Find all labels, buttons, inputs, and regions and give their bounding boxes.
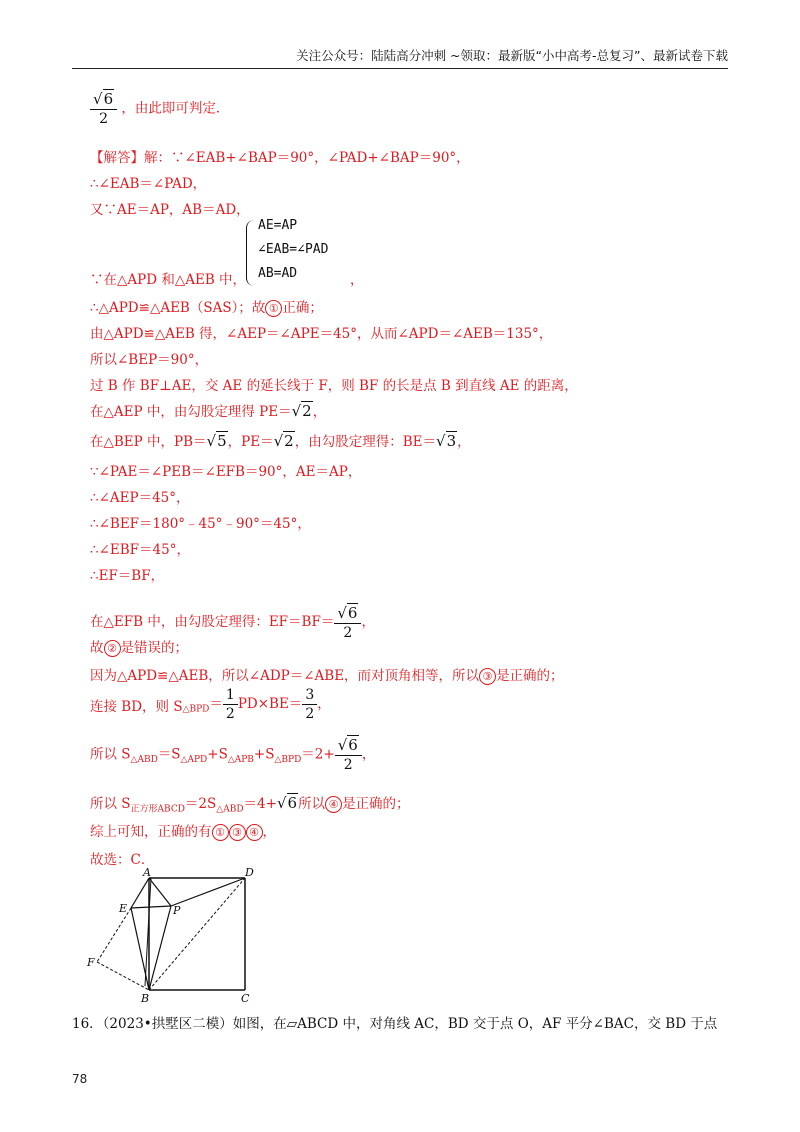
line-4-comma: ， bbox=[350, 272, 364, 288]
system-row-2: ∠EAB=∠PAD bbox=[258, 242, 329, 257]
segment-PD bbox=[171, 878, 245, 906]
segment-EB bbox=[131, 908, 149, 990]
equation-system bbox=[246, 218, 356, 288]
label-E: E bbox=[119, 902, 128, 915]
line-17: 故 ② 是错误的； bbox=[90, 640, 188, 656]
label-D: D bbox=[245, 866, 254, 879]
line-3: 又∵AE＝AP，AB＝AD， bbox=[90, 202, 250, 218]
line-18: 因为△APD≌△AEB，所以∠ADP＝∠ABE，而对顶角相等，所以 ③ 是正确的； bbox=[90, 668, 564, 684]
line-14: ∴∠EBF＝45°， bbox=[90, 542, 190, 558]
line-2: ∴∠EAB＝∠PAD， bbox=[90, 176, 207, 192]
header-text: 关注公众号：陆陆高分冲刺 ~领取：最新版“小中高考-总复习”、最新试卷下载 bbox=[296, 48, 728, 63]
label-F: F bbox=[87, 956, 95, 969]
segment-FB-dashed bbox=[97, 962, 149, 990]
line-5: ∴△APD≌△AEB（SAS）；故 ① 正确； bbox=[90, 300, 323, 316]
line-22: 综上可知，正确的有 ① ③ ④ ， bbox=[90, 824, 276, 840]
line-21: 所以 $S_{正方形ABCD}=2S_{\triangle ABD}=4+√6$所以 ④ 是正确的； bbox=[90, 794, 410, 815]
label-P: P bbox=[173, 904, 181, 917]
line-0-text: ，由此即可判定． bbox=[121, 100, 230, 117]
question-16: 16．（2023•拱墅区二模）如图，在▱ABCD 中，对角线 AC，BD 交于点 O，AF 平分∠BAC，交 BD 于点 bbox=[72, 1016, 718, 1032]
line-20: 所以 $S_{\triangle ABD}=S_{\triangle APD}+S_{\triangle APB}+S_{\triangle BPD}=2+$ $\frac{√6}{2}$ ， bbox=[90, 736, 376, 773]
line-15: ∴EF＝BF， bbox=[90, 568, 165, 584]
line-9: 在△AEP 中，由勾股定理得 PE＝√2， bbox=[90, 402, 327, 420]
system-row-3: AB=AD bbox=[258, 266, 298, 281]
label-C: C bbox=[241, 992, 250, 1005]
segment-AP bbox=[149, 878, 171, 906]
label-B: B bbox=[141, 992, 150, 1005]
line-11: ∵∠PAE＝∠PEB＝∠EFB＝90°，AE＝AP， bbox=[90, 464, 362, 480]
page-number: 78 bbox=[72, 1072, 88, 1086]
fraction: $\frac{√6}{2}$ bbox=[90, 92, 117, 126]
system-row-1: AE=AP bbox=[258, 218, 298, 233]
geometry-figure bbox=[85, 866, 275, 1006]
segment-inner bbox=[145, 878, 151, 986]
line-8: 过 B 作 BF⊥AE，交 AE 的延长线于 F，则 BF 的长是点 B 到直线 AE 的距离， bbox=[90, 378, 578, 394]
line-13: ∴∠BEF＝180°﹣45°﹣90°＝45°， bbox=[90, 516, 311, 532]
segment-EP bbox=[131, 906, 171, 908]
segment-EF-dashed bbox=[97, 908, 131, 962]
line-10: 在△BEP 中，PB＝√5，PE＝√2，由勾股定理得：BE＝√3， bbox=[90, 432, 471, 450]
line-16: 在△EFB 中，由勾股定理得：EF＝BF＝ $\frac{√6}{2}$ ， bbox=[90, 603, 375, 641]
page-header bbox=[72, 40, 728, 69]
line-12: ∴∠AEP＝45°， bbox=[90, 490, 190, 506]
segment-AE bbox=[131, 878, 149, 908]
line-6: 由△APD≌△AEB 得，∠AEP＝∠APE＝45°，从而∠APD＝∠AEB＝135°， bbox=[90, 326, 553, 342]
circled-number: ① bbox=[265, 300, 282, 317]
line-0 bbox=[90, 92, 229, 126]
line-1: 【解答】解：∵∠EAB+∠BAP＝90°，∠PAD+∠BAP＝90°， bbox=[90, 150, 470, 166]
line-7: 所以∠BEP＝90°， bbox=[90, 352, 209, 368]
line-23: 故选：C． bbox=[90, 852, 155, 868]
line-4-text: ∵在△APD 和△AEB 中， bbox=[90, 272, 247, 288]
label-A: A bbox=[143, 866, 151, 879]
line-19: 连接 BD，则 $S_{\triangle BPD}=$ $\frac{1}{2}$ PD×BE＝ $\frac{3}{2}$ ， bbox=[90, 687, 331, 722]
